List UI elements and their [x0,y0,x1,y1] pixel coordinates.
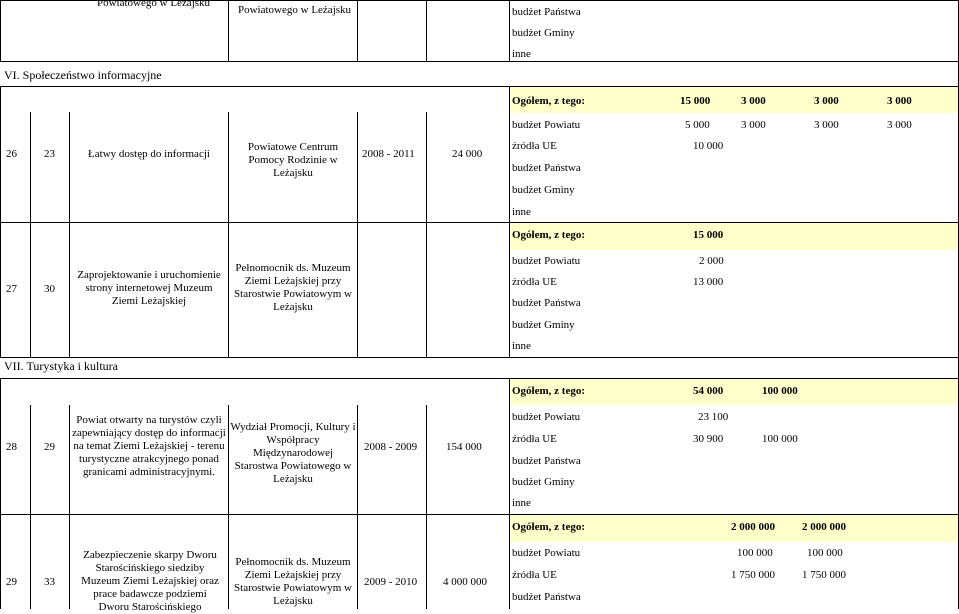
row26-total-value: 3 000 [887,95,912,107]
row28-panstwa-label: budżet Państwa [512,455,581,467]
row27-total-label: Ogółem, z tego: [512,229,585,241]
row26-inne-label: inne [512,206,531,218]
row28-unit: Wydział Promocji, Kultury i Współpracy Międzynarodowej Starostwa Powiatowego w Leżajsku [230,421,356,485]
row26-powiat-value: 3 000 [887,119,912,131]
row26-powiat-value: 3 000 [741,119,766,131]
row26-nr: 23 [44,148,55,160]
row28-ue-label: źródła UE [512,433,557,445]
row27-lp: 27 [6,283,17,295]
row29-ue-label: źródła UE [512,569,557,581]
row26-unit: Powiatowe Centrum Pomocy Rodzinie w Leżajsku [247,141,339,179]
row26-name: Łatwy dostęp do informacji [88,148,210,160]
row29-unit: Pełnomocnik ds. Muzeum Ziemi Leżajskiej przy Starostwie Powiatowym w Leżajsku [234,556,352,607]
row27-total-value: 15 000 [693,229,724,241]
row29-total-value: 2 000 000 [731,521,775,533]
row26-powiat-label: budżet Powiatu [512,119,581,131]
top-col3-fragment: Powiatowego w Leżajsku [97,0,211,9]
row29-name: Zabezpieczenie skarpy Dworu Starościńskiego siedziby Muzeum Ziemi Leżajskiej oraz prace badawcze podziemi Dworu Starościńskiego [81,549,219,613]
row26-total-label: Ogółem, z tego: [512,95,585,107]
row29-cost: 4 000 000 [443,576,487,588]
row28-ue-value: 100 000 [762,433,798,445]
top-fund-inne: inne [512,48,531,60]
row27-powiat-label: budżet Powiatu [512,255,581,267]
row26-period: 2008 - 2011 [362,148,415,160]
row26-powiat-value: 5 000 [685,119,710,131]
row26-cost: 24 000 [452,148,483,160]
row26-total-value: 15 000 [680,95,711,107]
row28-inne-label: inne [512,497,531,509]
row28-total-label: Ogółem, z tego: [512,385,585,397]
row27-nr: 30 [44,283,55,295]
row27-name: Zaprojektowanie i uruchomienie strony internetowej Muzeum Ziemi Leżajskiej [77,269,221,307]
top-fund-gminy: budżet Gminy [512,27,575,39]
row28-total-value: 100 000 [762,385,798,397]
row29-lp: 29 [6,576,17,588]
row27-panstwa-label: budżet Państwa [512,297,581,309]
row26-powiat-value: 3 000 [814,119,839,131]
row28-powiat-value: 23 100 [698,411,729,423]
row29-total-value: 2 000 000 [802,521,846,533]
row29-nr: 33 [44,576,55,588]
row26-ue-label: źródła UE [512,140,557,152]
row26-total-value: 3 000 [814,95,839,107]
row27-gminy-label: budżet Gminy [512,319,575,331]
row27-ue-label: źródła UE [512,276,557,288]
row29-period: 2009 - 2010 [364,576,418,588]
row26-lp: 26 [6,148,17,160]
row26-gminy-label: budżet Gminy [512,184,575,196]
row28-ue-value: 30 900 [693,433,724,445]
row28-period: 2008 - 2009 [364,441,418,453]
row27-powiat-value: 2 000 [699,255,724,267]
row26-panstwa-label: budżet Państwa [512,162,581,174]
top-fund-panstwa: budżet Państwa [512,6,581,18]
row28-total-value: 54 000 [693,385,724,397]
row28-cost: 154 000 [446,441,482,453]
row27-ue-value: 13 000 [693,276,724,288]
section-title-vii: VII. Turystyka i kultura [4,359,118,373]
row29-ue-value: 1 750 000 [802,569,846,581]
row28-gminy-label: budżet Gminy [512,476,575,488]
row26-ue-value: 10 000 [693,140,724,152]
row29-powiat-label: budżet Powiatu [512,547,581,559]
row29-powiat-value: 100 000 [737,547,773,559]
row29-ue-value: 1 750 000 [731,569,775,581]
row27-unit: Pełnomocnik ds. Muzeum Ziemi Leżajskiej przy Starostwie Powiatowym w Leżajsku [234,262,352,313]
row29-powiat-value: 100 000 [807,547,843,559]
top-col4-fragment: Powiatowego w Leżajsku [238,4,352,16]
row28-nr: 29 [44,441,55,453]
row29-total-label: Ogółem, z tego: [512,521,585,533]
row28-name: Powiat otwarty na turystów czyli zapewniający dostęp do informacji na temat Ziemi Leżajskiej - terenu turystyczne atrakcyjnego ponad granicami administracyjnymi. [72,414,226,478]
row28-lp: 28 [6,441,17,453]
row29-panstwa-label: budżet Państwa [512,591,581,603]
row28-powiat-label: budżet Powiatu [512,411,581,423]
row26-total-value: 3 000 [741,95,766,107]
row27-inne-label: inne [512,340,531,352]
section-title-vi: VI. Społeczeństwo informacyjne [4,68,162,82]
